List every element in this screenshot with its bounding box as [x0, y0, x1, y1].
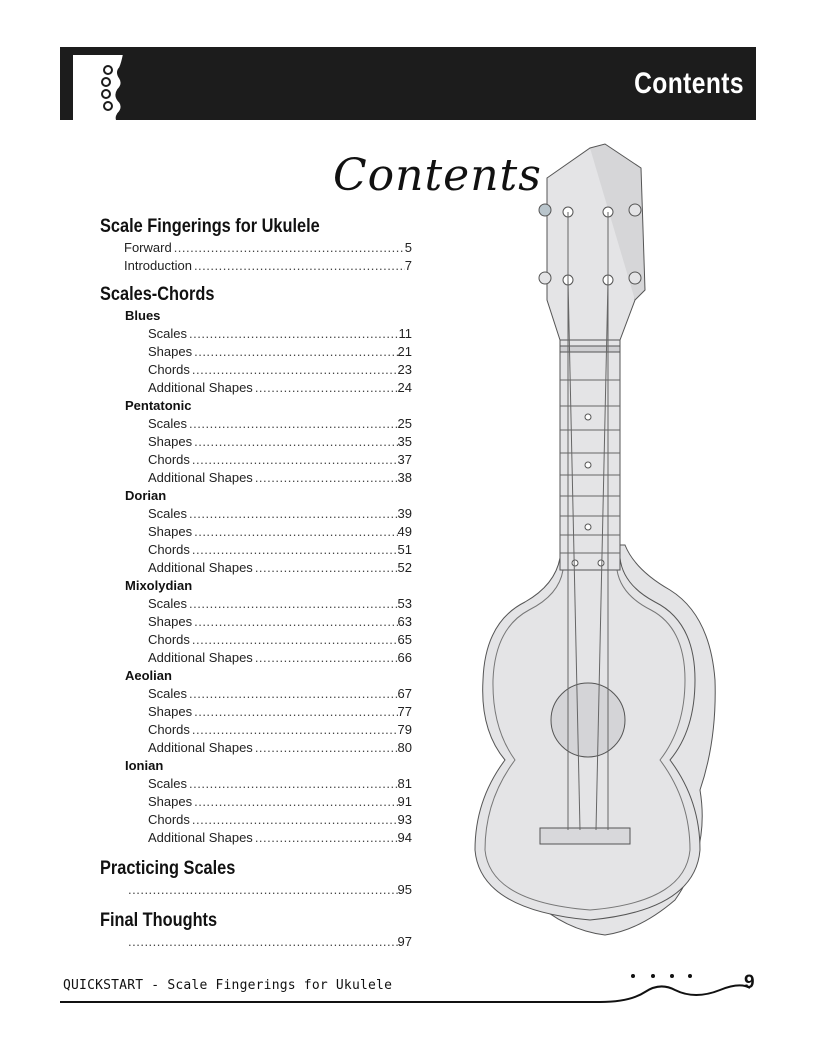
toc-entry-label: Chords — [148, 722, 190, 737]
toc-entry-label: Shapes — [148, 434, 193, 449]
toc-entry-label: Chords — [148, 542, 190, 557]
toc-section-title[interactable]: Scale Fingerings for Ukulele — [100, 216, 320, 237]
toc-entry[interactable] — [100, 343, 412, 361]
toc-entry-page: 11 — [398, 326, 412, 341]
toc-entry-label: Shapes — [148, 704, 193, 719]
toc-section-title[interactable]: Practicing Scales — [100, 858, 236, 879]
table-of-contents — [100, 215, 412, 951]
toc-entry-label: Additional Shapes — [148, 740, 253, 755]
toc-entry[interactable] — [100, 721, 412, 739]
toc-entry[interactable] — [100, 595, 412, 613]
toc-entry-page: 7 — [404, 258, 412, 273]
toc-entry[interactable] — [100, 775, 412, 793]
toc-entry-label: Chords — [148, 452, 190, 467]
page-number: 9 — [744, 972, 755, 993]
toc-entry-label: Chords — [148, 362, 190, 377]
toc-group-title[interactable]: Mixolydian — [125, 578, 193, 593]
toc-entry-page: 25 — [397, 416, 412, 431]
toc-entry-page: 77 — [397, 704, 412, 719]
toc-entry-label: Forward — [124, 240, 172, 255]
toc-entry[interactable] — [100, 829, 412, 847]
toc-entry-page: 63 — [397, 614, 412, 629]
toc-entry[interactable] — [100, 239, 412, 257]
toc-entry[interactable] — [100, 451, 412, 469]
toc-entry-label: Additional Shapes — [148, 470, 253, 485]
toc-entry-page: 80 — [397, 740, 412, 755]
toc-entry[interactable] — [100, 379, 412, 397]
toc-entry-label: Shapes — [148, 524, 193, 539]
toc-entry-label: Scales — [148, 596, 188, 611]
toc-entry-page: 94 — [397, 830, 412, 845]
toc-entry-label: Additional Shapes — [148, 560, 253, 575]
toc-entry-page: 35 — [397, 434, 412, 449]
toc-entry[interactable] — [100, 523, 412, 541]
toc-entry[interactable] — [100, 933, 412, 951]
toc-group-title[interactable]: Pentatonic — [125, 398, 192, 413]
toc-group-title[interactable]: Blues — [125, 308, 161, 323]
toc-entry-label: Scales — [148, 326, 188, 341]
toc-entry[interactable] — [100, 811, 412, 829]
toc-section-title[interactable]: Final Thoughts — [100, 910, 218, 931]
toc-entry[interactable] — [100, 631, 412, 649]
toc-entry-label: Scales — [148, 686, 188, 701]
toc-entry-page: 95 — [397, 882, 412, 897]
toc-entry-page: 65 — [397, 632, 412, 647]
toc-entry-page: 49 — [397, 524, 412, 539]
toc-entry-page: 91 — [397, 794, 412, 809]
toc-entry-page: 67 — [397, 686, 412, 701]
toc-entry-label: Shapes — [148, 614, 193, 629]
toc-entry-label: Additional Shapes — [148, 650, 253, 665]
toc-entry-label: Chords — [148, 632, 190, 647]
toc-entry-label: Scales — [148, 506, 188, 521]
toc-entry-label: Scales — [148, 416, 188, 431]
toc-entry[interactable] — [100, 649, 412, 667]
toc-entry-label: Scales — [148, 776, 188, 791]
toc-entry[interactable] — [100, 739, 412, 757]
header-bar — [60, 47, 756, 120]
toc-entry-page: 38 — [397, 470, 412, 485]
toc-entry[interactable] — [100, 361, 412, 379]
toc-entry[interactable] — [100, 685, 412, 703]
toc-entry-page: 81 — [397, 776, 412, 791]
footer-text: QUICKSTART - Scale Fingerings for Ukulele — [63, 978, 393, 993]
toc-entry[interactable] — [100, 541, 412, 559]
toc-entry-label: Additional Shapes — [148, 380, 253, 395]
toc-entry[interactable] — [100, 505, 412, 523]
toc-entry-page: 53 — [397, 596, 412, 611]
toc-entry-label: Shapes — [148, 344, 193, 359]
toc-group-title[interactable]: Aeolian — [125, 668, 172, 683]
toc-entry[interactable] — [100, 257, 412, 275]
toc-entry-page: 66 — [397, 650, 412, 665]
header-title: Contents — [634, 67, 744, 100]
toc-entry-page: 52 — [397, 560, 412, 575]
toc-entry[interactable] — [100, 433, 412, 451]
page-title: Contents — [333, 150, 542, 201]
toc-entry[interactable] — [100, 613, 412, 631]
toc-section-title[interactable]: Scales-Chords — [100, 284, 215, 305]
toc-entry[interactable] — [100, 559, 412, 577]
ukulele-illustration — [455, 140, 755, 940]
toc-entry[interactable] — [100, 469, 412, 487]
toc-entry-page: 23 — [397, 362, 412, 377]
toc-group-title[interactable]: Ionian — [125, 758, 164, 773]
toc-group-title[interactable]: Dorian — [125, 488, 167, 503]
toc-entry[interactable] — [100, 881, 412, 899]
toc-entry-page: 37 — [397, 452, 412, 467]
toc-entry-label: Chords — [148, 812, 190, 827]
toc-entry-page: 39 — [397, 506, 412, 521]
toc-entry-page: 51 — [397, 542, 412, 557]
toc-entry-page: 79 — [397, 722, 412, 737]
toc-entry[interactable] — [100, 703, 412, 721]
toc-entry-label: Shapes — [148, 794, 193, 809]
toc-entry-page: 5 — [404, 240, 412, 255]
toc-entry-label: Introduction — [124, 258, 192, 273]
toc-entry-page: 21 — [397, 344, 412, 359]
toc-entry-page: 24 — [397, 380, 412, 395]
toc-entry-page: 93 — [397, 812, 412, 827]
toc-entry[interactable] — [100, 325, 412, 343]
toc-entry-label: Additional Shapes — [148, 830, 253, 845]
toc-entry[interactable] — [100, 415, 412, 433]
toc-entry-page: 97 — [397, 934, 412, 949]
toc-entry[interactable] — [100, 793, 412, 811]
